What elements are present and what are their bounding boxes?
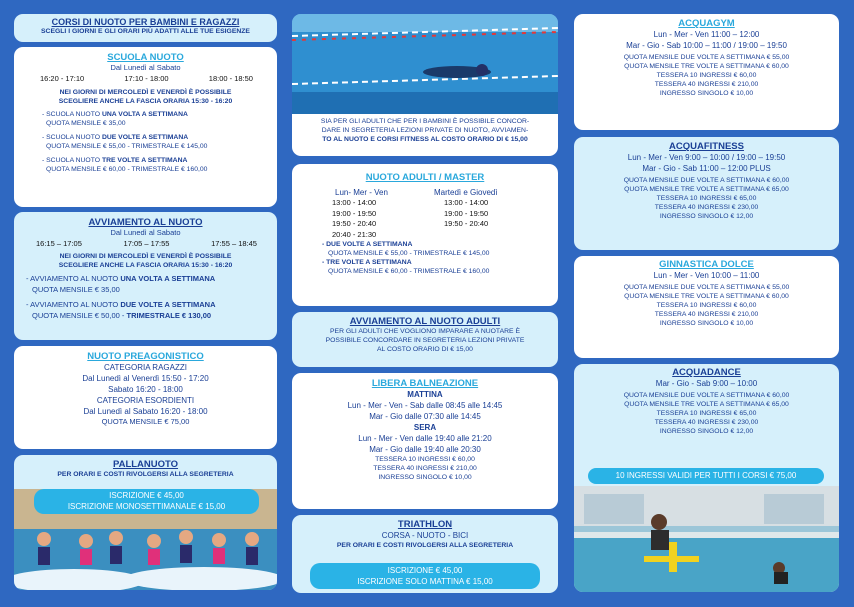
list-item-price: QUOTA MENSILE € 35,00 <box>32 284 120 294</box>
pallanuoto-pill: ISCRIZIONE € 45,00 ISCRIZIONE MONOSETTIMANALE € 15,00 <box>34 489 259 514</box>
time-slot: 17:10 - 18:00 <box>124 73 169 83</box>
corsi-bambini-title: CORSI DI NUOTO PER BAMBINI E RAGAZZI <box>51 17 240 27</box>
list-item: - SCUOLA NUOTO UNA VOLTA A SETTIMANA <box>42 111 188 118</box>
time-slot: 16:20 - 17:10 <box>40 73 85 83</box>
avviamento-times <box>14 239 277 250</box>
list-item-price: QUOTA MENSILE € 35,00 <box>46 120 126 127</box>
list-item: - SCUOLA NUOTO TRE VOLTE A SETTIMANA <box>42 157 188 164</box>
pallanuoto-info: PER ORARI E COSTI RIVOLGERSI ALLA SEGRETERIA <box>57 471 234 478</box>
avviamento-adulti-title: AVVIAMENTO AL NUOTO ADULTI <box>349 316 501 327</box>
acquafitness-title: ACQUAFITNESS <box>669 141 744 152</box>
acquagym-title: ACQUAGYM <box>678 18 735 29</box>
corsi-bambini-subtitle: SCEGLI I GIORNI E GLI ORARI PIÙ ADATTI ALLE TUE ESIGENZE <box>41 28 250 35</box>
adulti-master-title: NUOTO ADULTI / MASTER <box>365 172 485 183</box>
preagonistico-price: QUOTA MENSILE € 75,00 <box>101 417 190 426</box>
preagonistico-title: NUOTO PREAGONISTICO <box>87 351 204 362</box>
pallanuoto-panel <box>14 455 277 590</box>
schedule-col-1: Lun- Mer - Ven 13:00 - 14:00 19:00 - 19:50 19:50 - 20:40 20:40 - 21:30 <box>332 188 388 239</box>
schedule-col-2: Martedì e Giovedì 13:00 - 14:00 19:00 - 19:50 19:50 - 20:40 <box>434 188 498 228</box>
libera-title: LIBERA BALNEAZIONE <box>371 378 479 389</box>
triathlon-title: TRIATHLON <box>397 519 453 530</box>
scuola-nuoto-note: NEI GIORNI DI MERCOLEDÌ E VENERDÌ È POSSIBILE SCEGLIERE ANCHE LA FASCIA ORARIA 15:30 - 16:20 <box>58 89 233 105</box>
list-item: - AVVIAMENTO AL NUOTO DUE VOLTE A SETTIMANA <box>26 300 216 309</box>
acquadance-panel: ACQUADANCE Mar - Gio - Sab 9:00 – 10:00 QUOTA MENSILE DUE VOLTE A SETTIMANA € 60,00 QUOTA MENSILE TRE VOLTE A SETTIMANA € 65,00 TESSERA 10 INGRESSI € 65,00 TESSERA 40 INGRESSI € 230,00 INGRESSO SINGOLO € 12,00 10 INGRESSI VALIDI PER TUTTI I CORSI € 75,00 <box>574 364 839 592</box>
acquafitness-panel: ACQUAFITNESS Lun - Mer - Ven 9:00 – 10:00 / 19:00 – 19:50 Mar - Gio - Sab 11:00 – 12:00 PLUS QUOTA MENSILE DUE VOLTE A SETTIMANA € 60,00 QUOTA MENSILE TRE VOLTE A SETTIMANA € 65,00 TESSERA 10 INGRESSI € 65,00 TESSERA 40 INGRESSI € 230,00 INGRESSO SINGOLO € 12,00 <box>574 137 839 250</box>
list-item: - SCUOLA NUOTO DUE VOLTE A SETTIMANA <box>42 134 189 141</box>
avviamento-title: AVVIAMENTO AL NUOTO <box>88 217 203 228</box>
scuola-nuoto-title: SCUOLA NUOTO <box>107 52 184 63</box>
list-item-price: QUOTA MENSILE € 50,00 - TRIMESTRALE € 130,00 <box>32 310 212 320</box>
time-slot: 18:00 - 18:50 <box>208 73 253 83</box>
preagonistico-panel <box>14 346 277 449</box>
scuola-nuoto-panel <box>14 47 277 207</box>
scuola-nuoto-times <box>14 74 277 85</box>
banner-text: 10 INGRESSI VALIDI PER TUTTI I CORSI € 75,00 <box>615 470 797 480</box>
pallanuoto-title: PALLANUOTO <box>112 459 179 470</box>
adulti-note-panel <box>292 14 558 156</box>
banner-pill <box>588 468 824 484</box>
adulti-note-text: SIA PER GLI ADULTI CHE PER I BAMBINI È POSSIBILE CONCOR- DARE IN SEGRETERIA LEZIONI PRIVATE DI NUOTO, AVVIAMEN- TO AL NUOTO E CORSI FITNESS AL COSTO ORARIO DI € 15,00 <box>320 118 530 143</box>
preagonistico-line3: Dal Lunedì al Sabato 16:20 - 18:00 <box>83 407 208 416</box>
time-slot: 17:05 – 17:55 <box>123 238 170 248</box>
libera-panel: LIBERA BALNEAZIONE MATTINA Lun - Mer - Ven - Sab dalle 08:45 alle 14:45 Mar - Gio dalle 07:30 alle 14:45 SERA Lun - Mer - Ven dalle 19:40 alle 21:20 Mar - Gio dalle 19:40 alle 20:30 TESSERA 10 INGRESSI € 60,00 TESSERA 40 INGRESSI € 210,00 INGRESSO SINGOLO € 10,00 <box>292 373 558 509</box>
time-slot: 17:55 – 18:45 <box>211 238 257 248</box>
corsi-bambini-header <box>14 14 277 42</box>
avviamento-note: NEI GIORNI DI MERCOLEDÌ E VENERDÌ È POSSIBILE SCEGLIERE ANCHE LA FASCIA ORARIA 15:30 - 16:20 <box>58 253 233 269</box>
adulti-master-prices: - DUE VOLTE A SETTIMANA QUOTA MENSILE € 55,00 - TRIMESTRALE € 145,00 - TRE VOLTE A SETTIMANA QUOTA MENSILE € 60,00 - TRIMESTRALE € 160,00 <box>322 241 490 275</box>
time-slot: 16:15 – 17:05 <box>36 238 82 248</box>
adulti-master-panel <box>292 164 558 306</box>
preagonistico-cat2: CATEGORIA ESORDIENTI <box>96 396 195 405</box>
list-item: - AVVIAMENTO AL NUOTO UNA VOLTA A SETTIMANA <box>26 274 216 283</box>
ginnastica-title: GINNASTICA DOLCE <box>659 259 754 270</box>
preagonistico-cat1: CATEGORIA RAGAZZI <box>104 363 187 372</box>
avviamento-days: Dal Lunedì al Sabato <box>110 228 181 237</box>
avviamento-adulti-panel: AVVIAMENTO AL NUOTO ADULTI PER GLI ADULTI CHE VOGLIONO IMPARARE A NUOTARE È POSSIBILE CONCORDARE IN SEGRETERIA LEZIONI PRIVATE AL COSTO ORARIO DI € 15,00 <box>292 312 558 367</box>
preagonistico-line1: Dal Lunedì al Venerdì 15:50 - 17:20 <box>82 374 209 383</box>
list-item-price: QUOTA MENSILE € 60,00 - TRIMESTRALE € 160,00 <box>46 166 208 173</box>
preagonistico-line2: Sabato 16:20 - 18:00 <box>108 385 183 394</box>
triathlon-pill: ISCRIZIONE € 45,00 ISCRIZIONE SOLO MATTINA € 15,00 <box>310 563 540 589</box>
scuola-nuoto-days: Dal Lunedì al Sabato <box>110 63 181 72</box>
scuola-nuoto-list <box>14 110 277 174</box>
avviamento-panel <box>14 212 277 340</box>
acquadance-title: ACQUADANCE <box>672 367 741 378</box>
ginnastica-panel: GINNASTICA DOLCE Lun - Mer - Ven 10:00 – 11:00 QUOTA MENSILE DUE VOLTE A SETTIMANA € 55,00 QUOTA MENSILE TRE VOLTE A SETTIMANA € 60,00 TESSERA 10 INGRESSI € 60,00 TESSERA 40 INGRESSI € 210,00 INGRESSO SINGOLO € 10,00 <box>574 256 839 358</box>
adulti-master-schedule <box>292 187 558 240</box>
bike-pool-photo <box>574 486 839 592</box>
avviamento-list <box>14 274 277 321</box>
triathlon-panel: TRIATHLON CORSA - NUOTO - BICI PER ORARI E COSTI RIVOLGERSI ALLA SEGRETERIA ISCRIZIONE € 45,00 ISCRIZIONE SOLO MATTINA € 15,00 <box>292 515 558 593</box>
acquagym-panel: ACQUAGYM Lun - Mer - Ven 11:00 – 12:00 Mar - Gio - Sab 10:00 – 11:00 / 19:00 – 19:50 QUOTA MENSILE DUE VOLTE A SETTIMANA € 55,00 QUOTA MENSILE TRE VOLTE A SETTIMANA € 60,00 TESSERA 10 INGRESSI € 60,00 TESSERA 40 INGRESSI € 210,00 INGRESSO SINGOLO € 10,00 <box>574 14 839 130</box>
swimmer-photo <box>292 14 558 114</box>
list-item-price: QUOTA MENSILE € 55,00 - TRIMESTRALE € 145,00 <box>46 143 208 150</box>
